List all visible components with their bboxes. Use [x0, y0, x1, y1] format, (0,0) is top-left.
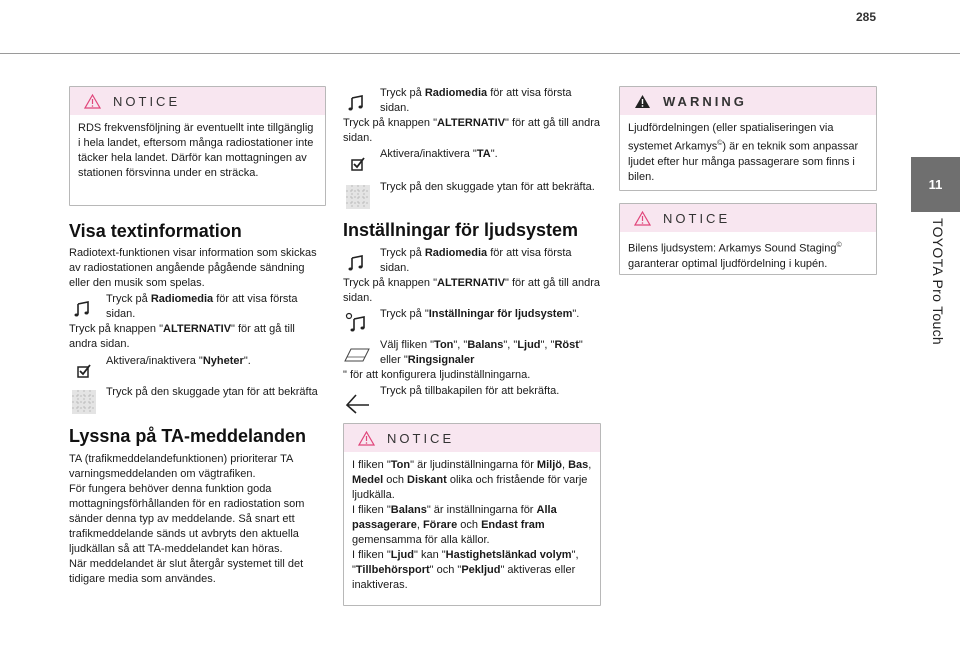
text: Bilens ljudsystem: Arkamys Sound Staging	[628, 242, 837, 255]
text: Bas	[568, 459, 589, 471]
text: " aktiveras eller inaktiveras.	[352, 564, 576, 591]
text: ALTERNATIV	[437, 117, 506, 129]
warning-title: WARNING	[663, 93, 747, 109]
text: och	[383, 474, 408, 486]
text: " för att gå till andra sidan.	[343, 277, 601, 304]
text: ", "	[453, 339, 468, 351]
sound-step-settings	[343, 307, 601, 322]
text: I fliken "	[352, 459, 391, 471]
ta-step-confirm	[343, 180, 601, 195]
text: Aktivera/inaktivera "	[380, 148, 477, 160]
header-divider	[0, 53, 960, 54]
text: Ljud	[517, 339, 541, 351]
text: Ringsignaler	[407, 354, 475, 366]
text: Tryck på "	[380, 308, 429, 320]
sound-step-tabs	[343, 338, 601, 368]
text: Radiomedia	[424, 87, 488, 99]
text: garanterar optimal ljudfördelning i kupén.	[628, 257, 828, 270]
notice-title: NOTICE	[387, 430, 455, 446]
text: ALTERNATIV	[437, 277, 506, 289]
notice-header	[344, 424, 600, 452]
text: Ton	[390, 459, 411, 471]
checkbox-check-icon	[343, 149, 371, 177]
notice-line-balans	[352, 503, 592, 548]
text: ", "	[503, 339, 518, 351]
visa-step-alternativ	[69, 322, 326, 352]
visa-step-radiomedia	[69, 292, 326, 322]
settings-note-icon	[343, 309, 371, 337]
text: Radiomedia	[150, 293, 214, 305]
text: Pekljud	[461, 564, 501, 576]
notice-line-ljud	[352, 548, 592, 593]
text: Diskant	[407, 474, 447, 486]
page-number: 285	[855, 10, 876, 24]
text: Balans	[390, 504, 427, 516]
text: ".	[490, 148, 498, 160]
warning-triangle-icon	[634, 94, 651, 109]
touch-area-icon	[343, 182, 371, 210]
text: " för att gå till andra sidan.	[69, 323, 295, 350]
notice-box-staging	[619, 203, 877, 275]
visa-step-nyheter	[69, 354, 326, 369]
text: ©	[717, 140, 723, 147]
text: ,	[588, 459, 592, 471]
lyssna-p3: När meddelandet är slut återgår systemet till det tidigare media som användes.	[69, 558, 304, 585]
text: ".	[572, 308, 580, 320]
text: Röst	[554, 339, 579, 351]
text: " för att gå till andra sidan.	[343, 117, 601, 144]
warning-triangle-icon	[358, 431, 375, 446]
lyssna-p2: För fungera behöver denna funktion goda mottagningsförhållanden för en radiostation som sänder denna typ av meddelande. Så snart ett trafikmeddelande sänds ut avbryts den aktuella ljudkällan så att TA-meddelandet kan höras.	[69, 483, 305, 555]
text: ".	[243, 355, 251, 367]
text: Tryck på	[380, 87, 425, 99]
warning-box-arkamys	[619, 86, 877, 191]
text: Balans	[467, 339, 504, 351]
sound-step-alternativ	[343, 276, 601, 306]
text: Ljud	[390, 549, 414, 561]
text: Alla passagerare	[352, 504, 557, 531]
warning-triangle-icon	[634, 211, 651, 226]
text: ,	[416, 519, 423, 531]
text: Radiomedia	[424, 247, 488, 259]
text: Ton	[434, 339, 454, 351]
text: Tryck på knappen "	[343, 277, 437, 289]
text: för att visa första sidan.	[380, 247, 572, 274]
notice-text	[620, 232, 876, 278]
text: Nyheter	[202, 355, 244, 367]
visa-intro: Radiotext-funktionen visar information som skickas av radiostationen angående pågående sändning eller den musik som spelas.	[69, 247, 317, 289]
text: Endast fram	[481, 519, 545, 531]
text: Tryck på den skuggade ytan för att bekräfta	[106, 386, 318, 398]
text: ) är en teknik som anpassar ljudet efter hur många passagerare som finns i bilen.	[628, 140, 859, 183]
notice-header	[620, 204, 876, 232]
tab-pencil-icon	[343, 340, 371, 368]
text: " eller "	[380, 339, 583, 366]
notice-header	[70, 87, 325, 115]
text: Miljö	[536, 459, 562, 471]
text: Tryck på knappen "	[343, 117, 437, 129]
chapter-tab: 11	[911, 157, 960, 212]
notice-text	[344, 452, 600, 599]
warning-text	[620, 115, 876, 191]
text: " är inställningarna för	[426, 504, 537, 516]
text: ", "	[540, 339, 555, 351]
text: Tryck på den skuggade ytan för att bekräfta.	[380, 181, 595, 193]
warning-triangle-icon	[84, 94, 101, 109]
text: Tryck på knappen "	[69, 323, 163, 335]
text: ALTERNATIV	[163, 323, 232, 335]
text: ", "	[352, 549, 579, 576]
text: olika och fristående för varje ljudkälla.	[352, 474, 588, 501]
heading-installningar-ljudsystem: Inställningar för ljudsystem	[343, 220, 579, 240]
text: " och "	[429, 564, 462, 576]
text: för att visa första sidan.	[380, 87, 572, 114]
text: Tryck på	[380, 247, 425, 259]
ta-step-toggle	[343, 147, 601, 162]
touch-area-icon	[69, 387, 97, 415]
text: gemensamma för alla källor.	[352, 534, 490, 546]
music-note-icon	[343, 88, 371, 116]
sound-step-radiomedia	[343, 246, 601, 276]
chapter-title: TOYOTA Pro Touch	[930, 218, 946, 345]
text: TA	[476, 148, 491, 160]
text: Tryck på	[106, 293, 151, 305]
lyssna-p1: TA (trafikmeddelandefunktionen) prioriterar TA varningsmeddelanden om vägtrafiken.	[69, 453, 293, 480]
sound-step-back	[343, 384, 601, 399]
notice-title: NOTICE	[663, 210, 731, 226]
text: " kan "	[413, 549, 446, 561]
heading-visa-textinformation: Visa textinformation	[69, 221, 242, 241]
text: " är ljudinställningarna för	[410, 459, 537, 471]
text: Aktivera/inaktivera "	[106, 355, 203, 367]
text: och	[457, 519, 482, 531]
notice-title: NOTICE	[113, 93, 181, 109]
heading-lyssna-ta: Lyssna på TA-meddelanden	[69, 426, 307, 446]
text: ©	[836, 242, 842, 249]
back-arrow-icon	[343, 386, 371, 414]
notice-line-ton	[352, 458, 592, 503]
ta-step-alternativ	[343, 116, 601, 146]
text: I fliken "	[352, 549, 391, 561]
text: I fliken "	[352, 504, 391, 516]
music-note-icon	[69, 294, 97, 322]
ta-step-radiomedia	[343, 86, 601, 116]
warning-header	[620, 87, 876, 115]
text: Hastighetslänkad volym	[445, 549, 572, 561]
text: Förare	[422, 519, 458, 531]
notice-text: RDS frekvensföljning är eventuellt inte tillgänglig i hela landet, eftersom många radiostationer inte täcker hela landet. Därför kan mottagningen av stationen försvinna under en sträcka.	[78, 122, 314, 179]
text: Tryck på tillbakapilen för att bekräfta.	[380, 385, 560, 397]
sound-step-tabs-cont: " för att konfigurera ljudinställningarna.	[343, 369, 531, 381]
text: ,	[561, 459, 569, 471]
visa-step-confirm	[69, 385, 326, 400]
text: Inställningar för ljudsystem	[428, 308, 573, 320]
text: Ljudfördelningen (eller spatialiseringen via systemet Arkamys	[628, 122, 834, 153]
text: Välj fliken "	[380, 339, 435, 351]
text: Tillbehörsport	[355, 564, 430, 576]
notice-box-sound	[343, 423, 601, 606]
text: Medel	[352, 474, 384, 486]
music-note-icon	[343, 248, 371, 276]
checkbox-check-icon	[69, 356, 97, 384]
notice-box-rds	[69, 86, 326, 206]
text: för att visa första sidan.	[106, 293, 298, 320]
